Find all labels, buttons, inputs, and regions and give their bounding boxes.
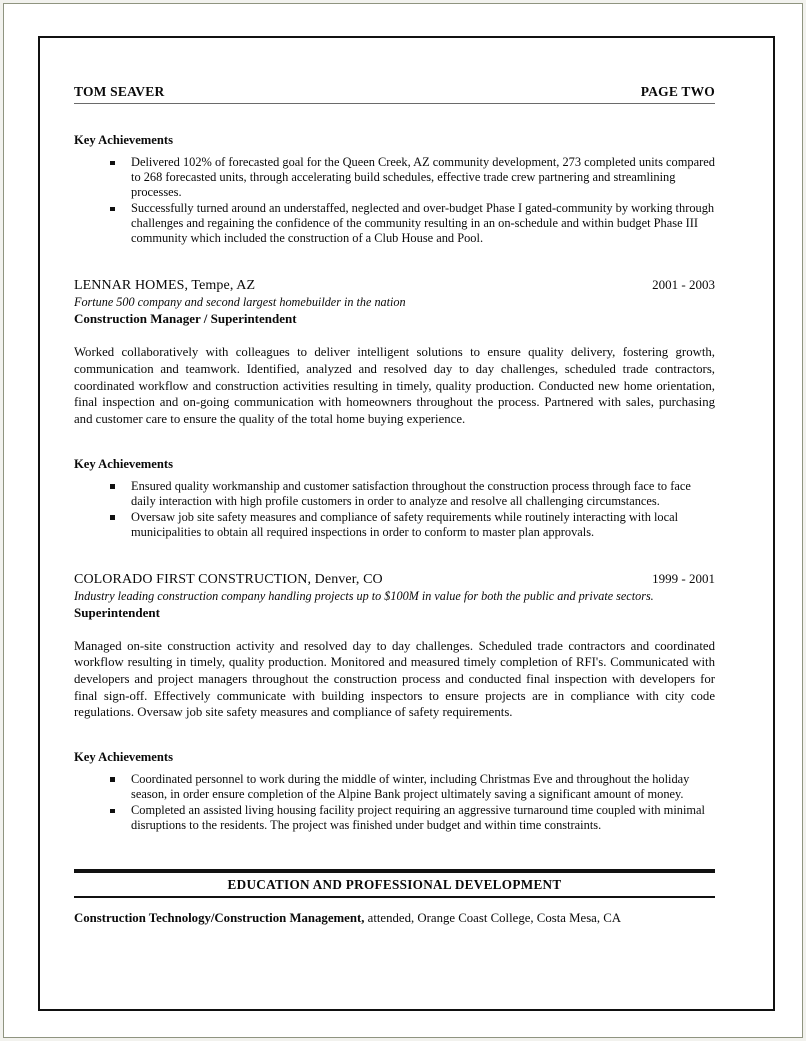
page-header — [74, 84, 715, 103]
square-bullet-icon — [110, 484, 115, 489]
job-entry-colorado-first — [74, 571, 715, 721]
job-title: Construction Manager / Superintendent — [74, 311, 297, 327]
resume-content — [74, 84, 715, 927]
square-bullet-icon — [110, 207, 115, 212]
list-item — [110, 803, 715, 833]
education-program: Construction Technology/Construction Management, — [74, 910, 365, 925]
list-item — [110, 479, 715, 509]
header-divider — [74, 103, 715, 104]
achievement-text: Oversaw job site safety measures and compliance of safety requirements while routinely interacting with local municipalities to obtain all required inspections in order to conform to master plan approvals. — [131, 509, 679, 539]
list-item — [110, 510, 715, 540]
job-header-row — [74, 277, 715, 295]
square-bullet-icon — [110, 161, 115, 166]
achievement-text: Delivered 102% of forecasted goal for the Queen Creek, AZ community development, 273 completed units compared to 268 forecasted units, through accelerating build schedules, effective trade crew partnering and streamlining processes. — [131, 155, 715, 200]
employer-name: LENNAR HOMES, Tempe, AZ — [74, 278, 256, 294]
employer-name: COLORADO FIRST CONSTRUCTION, Denver, CO — [74, 571, 383, 587]
job-entry-lennar — [74, 277, 715, 427]
key-achievements-list-2 — [74, 479, 715, 540]
job-description: Managed on-site construction activity and resolved day to day challenges. Scheduled trade contractors and coordinated workflow resulting in timely, quality production. Monitored and measured timely completion of RFI's. Communicated with developers and project managers throughout the construction process and conducted final inspection with developers for final sign-off. Effectively communicate with building inspectors to ensure projects are in compliance with city code regulations. Oversaw job site safety measures and compliance of safety requirements. — [74, 638, 715, 720]
candidate-name: TOM SEAVER — [74, 84, 165, 99]
education-detail: attended, Orange Coast College, Costa Mesa, CA — [364, 910, 622, 925]
employment-dates: 1999 - 2001 — [652, 570, 715, 586]
achievement-text: Ensured quality workmanship and customer satisfaction throughout the construction process through face to face daily interaction with high profile customers in order to analyze and resolve all challenging circumstances. — [131, 478, 691, 508]
key-achievements-list-3 — [74, 772, 715, 833]
employment-dates: 2001 - 2003 — [652, 277, 715, 293]
achievement-text: Coordinated personnel to work during the middle of winter, including Christmas Eve and throughout the holiday season, in order ensure completion of the Alpine Bank project ultimately saving a significant amount of money. — [131, 771, 690, 802]
list-item — [110, 155, 715, 200]
square-bullet-icon — [110, 809, 115, 814]
education-section-heading: EDUCATION AND PROFESSIONAL DEVELOPMENT — [227, 877, 562, 893]
square-bullet-icon — [110, 515, 115, 520]
achievement-text: Completed an assisted living housing facility project requiring an aggressive turnaround time coupled with minimal disruptions to the residents. The project was finished under budget and within time constraints. — [131, 803, 705, 833]
key-achievements-heading-1: Key Achievements — [74, 133, 173, 147]
job-description: Worked collaboratively with colleagues to deliver intelligent solutions to ensure quality delivery, fostering growth, communication and teamwork. Identified, analyzed and resolved day to day challenges, scheduled trade contractors, coordinated workflow and construction activities resulting in timely, quality production. Conducted new home orientation, final inspection and on-going communication with homeowners throughout the process. Partnered with sales, purchasing and customer care to ensure the quality of the total home buying experience. — [74, 345, 715, 426]
list-item — [110, 201, 715, 246]
education-bottom-rule — [74, 896, 715, 898]
resume-page-sheet — [38, 36, 775, 1011]
square-bullet-icon — [110, 777, 115, 782]
list-item — [110, 772, 715, 802]
key-achievements-heading-2: Key Achievements — [74, 456, 173, 471]
employer-tagline: Fortune 500 company and second largest homebuilder in the nation — [74, 295, 406, 310]
key-achievements-heading-3: Key Achievements — [74, 749, 173, 764]
job-title: Superintendent — [74, 604, 160, 620]
employer-tagline: Industry leading construction company handling projects up to $100M in value for both the public and private sectors. — [74, 588, 654, 603]
job-header-row — [74, 571, 715, 589]
key-achievements-list-1 — [74, 155, 715, 246]
page-number-label: PAGE TWO — [640, 84, 715, 99]
education-entry — [74, 911, 715, 927]
achievement-text: Successfully turned around an understaffed, neglected and over-budget Phase I gated-community by working through challenges and regaining the confidence of the community resulting in an on-schedule and within budget Phase III community which included the construction of a Club House and Pool. — [131, 201, 715, 246]
education-section — [74, 869, 715, 927]
